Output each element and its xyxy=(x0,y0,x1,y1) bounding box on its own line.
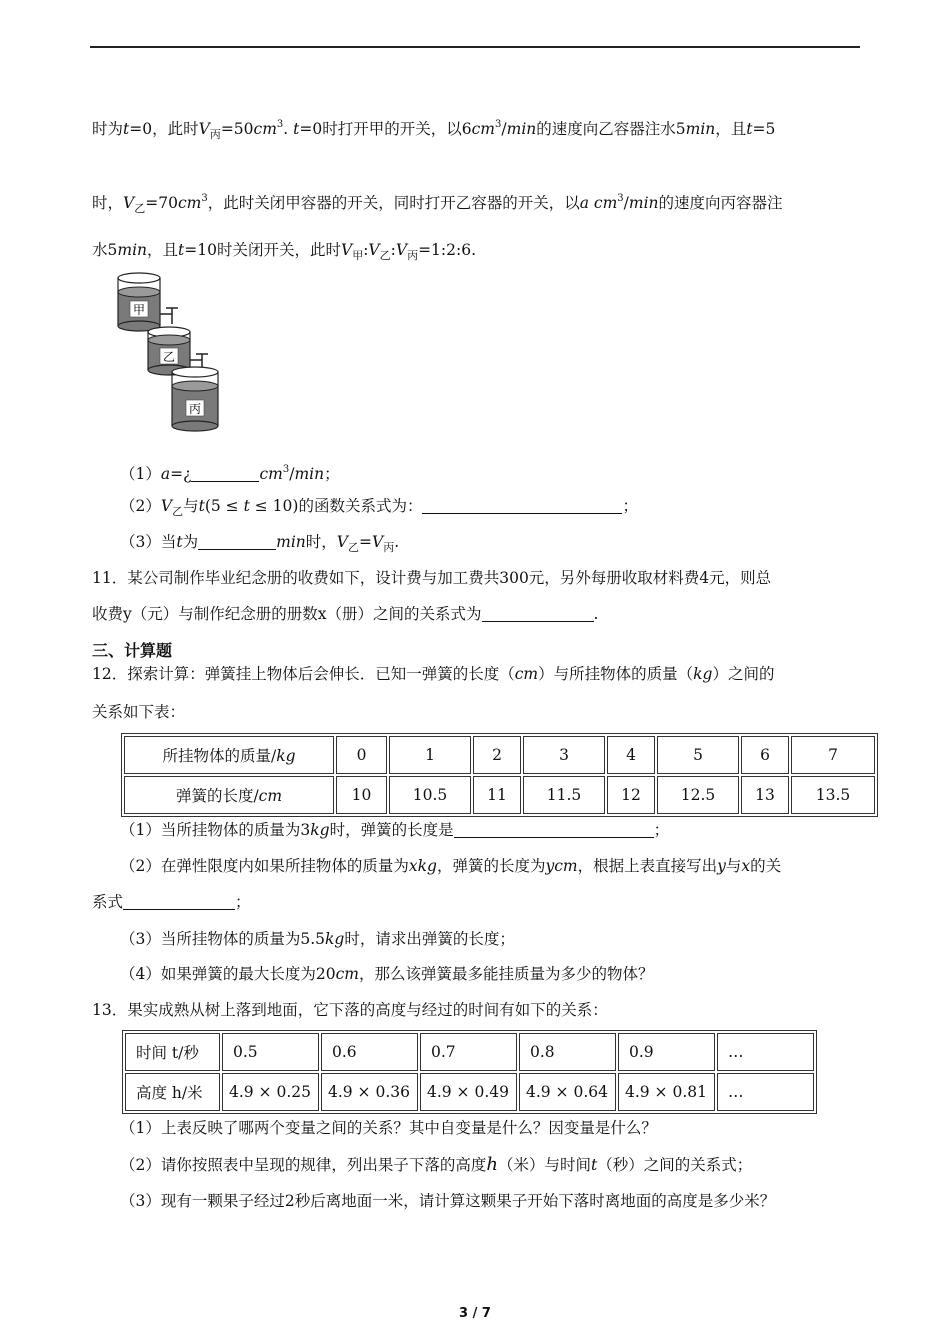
table-cell: 0.5 xyxy=(222,1033,319,1071)
table-cell: 3 xyxy=(523,736,605,774)
table-cell: 4.9 × 0.25 xyxy=(222,1073,319,1111)
q12-sub-2b: 系式 ； xyxy=(92,893,251,911)
table-cell: 0.6 xyxy=(321,1033,418,1071)
row-label-length: 弹簧的长度/cm xyxy=(124,776,334,814)
q11-line-1: 11．某公司制作毕业纪念册的收费如下，设计费与加工费共300元，另外每册收取材料费4元，则总 xyxy=(92,569,772,587)
table-cell: 4.9 × 0.49 xyxy=(420,1073,517,1111)
q13-sub-2: （2）请你按照表中呈现的规律，列出果子下落的高度h（米）与时间t（秒）之间的关系式； xyxy=(120,1154,753,1175)
row-label-time: 时间 t/秒 xyxy=(125,1033,220,1071)
q10-sub-2: $(2)V_乙$与t(5 ≤ t ≤ 10)的函数关系式为： ； xyxy=(120,497,638,518)
table-cell: 7 xyxy=(791,736,875,774)
container-jia xyxy=(118,273,178,331)
containers-figure xyxy=(110,268,230,436)
answer-blank-relation[interactable] xyxy=(123,894,235,910)
table-cell: 4.9 × 0.36 xyxy=(321,1073,418,1111)
table-cell: 4.9 × 0.81 xyxy=(618,1073,715,1111)
label-yi: 乙 xyxy=(162,350,176,364)
q12-sub-4: （4）如果弹簧的最大长度为20cm，那么该弹簧最多能挂质量为多少的物体？ xyxy=(120,965,654,983)
table-cell: 11 xyxy=(473,776,521,814)
q12-sub-3: （3）当所挂物体的质量为5.5kg时，请求出弹簧的长度； xyxy=(120,930,515,948)
q12-line-2: 关系如下表： xyxy=(92,703,186,721)
answer-blank-length[interactable] xyxy=(454,822,654,838)
q10-line-3: 水5min，且t=10时关闭开关，此时$V_甲:V_乙:V_丙=1:2:6$. xyxy=(92,241,477,262)
row-label-mass: 所挂物体的质量/kg xyxy=(124,736,334,774)
container-bing xyxy=(172,367,218,431)
page-number: 3 / 7 xyxy=(459,1306,491,1321)
q11-line-2: 收费y（元）与制作纪念册的册数x（册）之间的关系式为 . xyxy=(92,605,599,623)
label-jia: 甲 xyxy=(132,303,146,317)
table-cell: 0.9 xyxy=(618,1033,715,1071)
q10-sub-3: （3）当t为 min时，$V_乙=V_丙$. xyxy=(120,533,400,554)
table-cell: 6 xyxy=(741,736,789,774)
q10-line-1: 时为t=0，此时$V_丙=50cm^3$. t=0时打开甲的开关，以$6cm^3/\min$的速度向乙容器注水5min，且t=5 xyxy=(92,119,776,141)
table-row xyxy=(125,1033,814,1071)
q12-sub-1: （1）当所挂物体的质量为3kg时，弹簧的长度是 ； xyxy=(120,821,670,839)
table-cell: 4.9 × 0.64 xyxy=(519,1073,616,1111)
table-cell: 13.5 xyxy=(791,776,875,814)
answer-blank-a[interactable] xyxy=(191,466,259,482)
answer-blank-function[interactable] xyxy=(422,498,622,514)
table-row xyxy=(124,776,875,814)
q10-sub-1: （1）a=¿ $cm^3/\min$； xyxy=(120,464,340,483)
label-bing: 丙 xyxy=(188,402,202,416)
table-row xyxy=(125,1073,814,1111)
table-cell: 11.5 xyxy=(523,776,605,814)
table-cell: 0.7 xyxy=(420,1033,517,1071)
table-cell: 5 xyxy=(657,736,739,774)
spring-table xyxy=(121,733,878,817)
table-cell: 10.5 xyxy=(389,776,471,814)
answer-blank-q11[interactable] xyxy=(482,606,594,622)
header-rule xyxy=(90,46,860,48)
q13-line-1: 13．果实成熟从树上落到地面，它下落的高度与经过的时间有如下的关系： xyxy=(92,1001,608,1019)
row-label-height: 高度 h/米 xyxy=(125,1073,220,1111)
table-cell: 2 xyxy=(473,736,521,774)
table-cell: … xyxy=(717,1033,814,1071)
table-cell: 12.5 xyxy=(657,776,739,814)
q13-sub-3: （3）现有一颗果子经过2秒后离地面一米，请计算这颗果子开始下落时离地面的高度是多少米？ xyxy=(120,1192,776,1210)
q13-sub-1: （1）上表反映了哪两个变量之间的关系？其中自变量是什么？因变量是什么？ xyxy=(120,1119,657,1137)
q12-line-1: 12．探索计算：弹簧挂上物体后会伸长．已知一弹簧的长度（cm）与所挂物体的质量（kg）之间的 xyxy=(92,665,775,683)
table-cell: … xyxy=(717,1073,814,1111)
section-title: 三、计算题 xyxy=(92,641,173,660)
table-cell: 10 xyxy=(336,776,387,814)
table-cell: 0.8 xyxy=(519,1033,616,1071)
table-cell: 13 xyxy=(741,776,789,814)
fall-table xyxy=(122,1030,817,1114)
answer-blank-t[interactable] xyxy=(198,534,276,550)
table-row xyxy=(124,736,875,774)
table-cell: 12 xyxy=(607,776,655,814)
table-cell: 1 xyxy=(389,736,471,774)
q12-sub-2: （2）在弹性限度内如果所挂物体的质量为xkg，弹簧的长度为ycm，根据上表直接写出y与x的关 xyxy=(120,857,782,875)
q10-line-2: 时，$V_乙=70cm^3$，此时关闭甲容器的开关，同时打开乙容器的开关，以a $cm^3/\min$的速度向丙容器注 xyxy=(92,193,783,215)
table-cell: 0 xyxy=(336,736,387,774)
table-cell: 4 xyxy=(607,736,655,774)
